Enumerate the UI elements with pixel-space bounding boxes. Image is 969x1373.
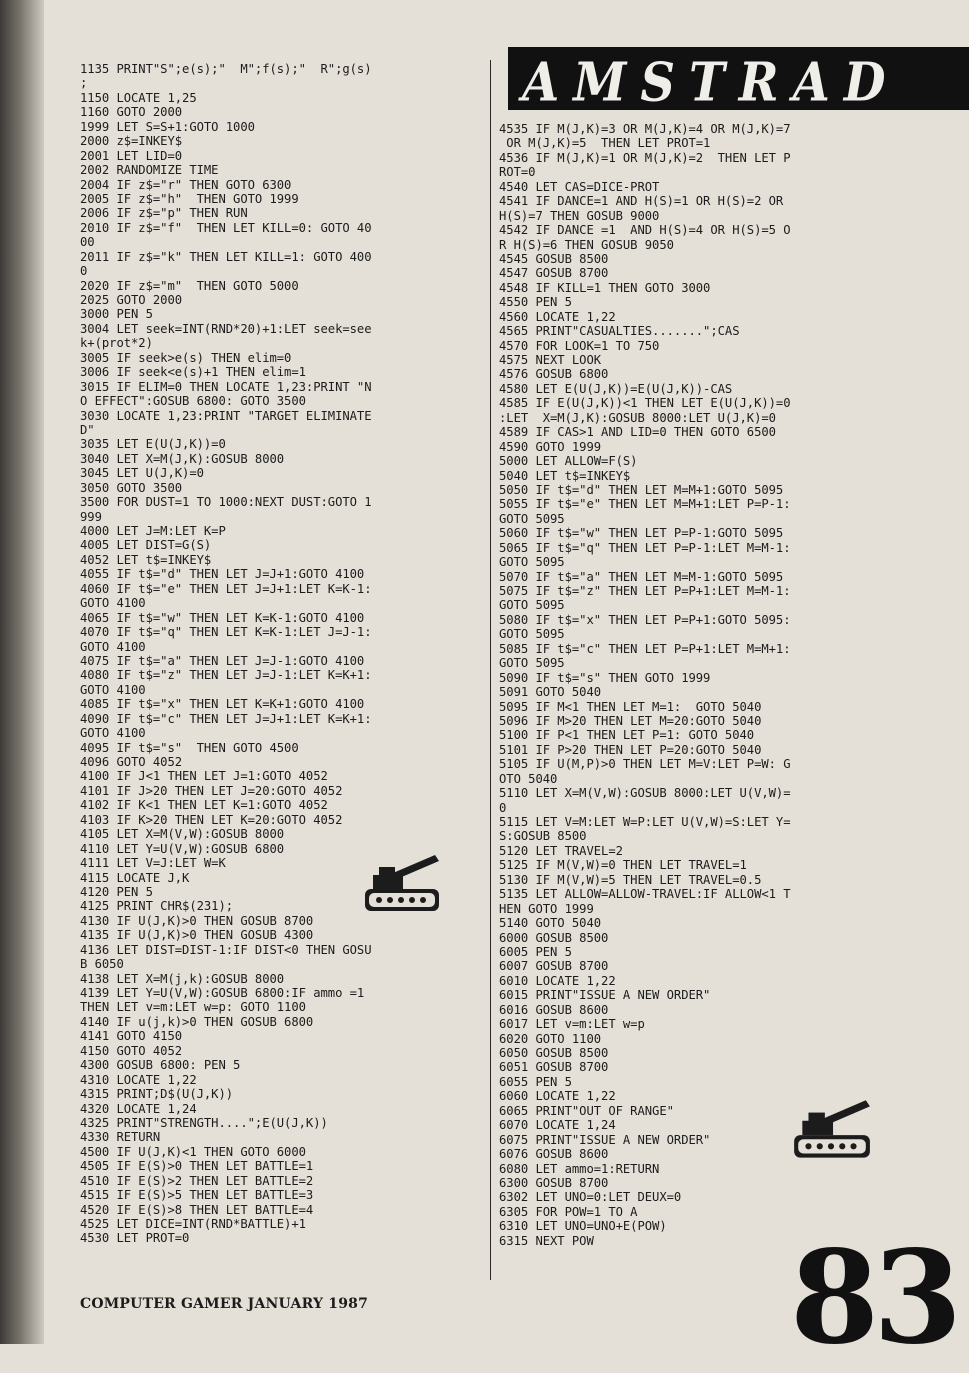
code-line: 5050 IF t$="d" THEN LET M=M+1:GOTO 5095 <box>499 482 784 497</box>
code-line: 4085 IF t$="x" THEN LET K=K+1:GOTO 4100 <box>80 697 365 712</box>
code-line: 4580 LET E(U(J,K))=E(U(J,K))-CAS <box>499 381 733 396</box>
code-line: 6005 PEN 5 <box>499 944 572 959</box>
code-line: 1135 PRINT"S";e(s);" M";f(s);" R";g(s) <box>80 62 372 76</box>
page-binding-shadow <box>0 0 44 1344</box>
code-line: 5091 GOTO 5040 <box>499 685 602 700</box>
code-line: 4320 LOCATE 1,24 <box>80 1101 197 1116</box>
code-line: 5125 IF M(V,W)=0 THEN LET TRAVEL=1 <box>499 858 747 873</box>
code-line: 6010 LOCATE 1,22 <box>499 973 616 988</box>
code-line: 4589 IF CAS>1 AND LID=0 THEN GOTO 6500 <box>499 425 776 440</box>
code-line: D" <box>80 422 95 437</box>
code-line: 0 <box>499 800 507 815</box>
code-line: 2020 IF z$="m" THEN GOTO 5000 <box>80 278 299 293</box>
code-line: 4548 IF KILL=1 THEN GOTO 3000 <box>499 280 711 295</box>
code-line: 1150 LOCATE 1,25 <box>80 90 197 105</box>
code-line: 5100 IF P<1 THEN LET P=1: GOTO 5040 <box>499 728 755 743</box>
code-line: 2001 LET LID=0 <box>80 148 183 163</box>
code-line: GOTO 4100 <box>80 682 146 697</box>
code-line: 4325 PRINT"STRENGTH....";E(U(J,K)) <box>80 1115 328 1130</box>
code-line: 6017 LET v=m:LET w=p <box>499 1017 645 1032</box>
code-line: 4101 IF J>20 THEN LET J=20:GOTO 4052 <box>80 783 343 798</box>
code-line: 6302 LET UNO=0:LET DEUX=0 <box>499 1190 682 1205</box>
code-line: 4505 IF E(S)>0 THEN LET BATTLE=1 <box>80 1159 314 1174</box>
code-line: 5130 IF M(V,W)=5 THEN LET TRAVEL=0.5 <box>499 872 762 887</box>
code-line: S:GOSUB 8500 <box>499 829 587 844</box>
code-line: 999 <box>80 509 102 524</box>
code-line: O EFFECT":GOSUB 6800: GOTO 3500 <box>80 394 306 409</box>
code-line: 5040 LET t$=INKEY$ <box>499 468 631 483</box>
code-line: HEN GOTO 1999 <box>499 901 594 916</box>
code-line: 4565 PRINT"CASUALTIES.......";CAS <box>499 324 740 339</box>
code-line: 3050 GOTO 3500 <box>80 480 183 495</box>
code-line: 2011 IF z$="k" THEN LET KILL=1: GOTO 400 <box>80 249 372 264</box>
code-line: 5080 IF t$="x" THEN LET P=P+1:GOTO 5095: <box>499 612 791 627</box>
column-divider <box>490 60 491 1280</box>
listing-left-column <box>80 62 372 1246</box>
code-line: 4500 IF U(J,K)<1 THEN GOTO 6000 <box>80 1144 306 1159</box>
tank-illustration <box>788 1097 874 1165</box>
code-line: 4135 IF U(J,K)>0 THEN GOSUB 4300 <box>80 928 314 943</box>
code-line: 5140 GOTO 5040 <box>499 916 602 931</box>
code-line: 6016 GOSUB 8600 <box>499 1002 609 1017</box>
code-line: H(S)=7 THEN GOSUB 9000 <box>499 208 660 223</box>
code-line: 3030 LOCATE 1,23:PRINT "TARGET ELIMINATE <box>80 408 372 423</box>
code-line: 3006 IF seek<e(s)+1 THEN elim=1 <box>80 365 306 380</box>
code-line: 4560 LOCATE 1,22 <box>499 309 616 324</box>
code-line: GOTO 5095 <box>499 598 565 613</box>
code-line: GOTO 5095 <box>499 656 565 671</box>
code-line: 1999 LET S=S+1:GOTO 1000 <box>80 119 255 134</box>
code-line: 3004 LET seek=INT(RND*20)+1:LET seek=see <box>80 321 372 336</box>
code-line: 3045 LET U(J,K)=0 <box>80 466 204 481</box>
code-line: 4095 IF t$="s" THEN GOTO 4500 <box>80 740 299 755</box>
code-line: 3015 IF ELIM=0 THEN LOCATE 1,23:PRINT "N <box>80 379 372 394</box>
code-line: 6305 FOR POW=1 TO A <box>499 1204 638 1219</box>
code-line: 5065 IF t$="q" THEN LET P=P-1:LET M=M-1: <box>499 540 791 555</box>
code-line: 4530 LET PROT=0 <box>80 1231 190 1246</box>
code-line: 4141 GOTO 4150 <box>80 1029 183 1044</box>
code-line: GOTO 4100 <box>80 596 146 611</box>
code-line: 5055 IF t$="e" THEN LET M=M+1:LET P=P-1: <box>499 497 791 512</box>
code-line: 4120 PEN 5 <box>80 884 153 899</box>
code-line: 4510 IF E(S)>2 THEN LET BATTLE=2 <box>80 1173 314 1188</box>
code-line: 4060 IF t$="e" THEN LET J=J+1:LET K=K-1: <box>80 581 372 596</box>
code-line: 00 <box>80 235 95 250</box>
code-line: 2010 IF z$="f" THEN LET KILL=0: GOTO 40 <box>80 220 372 235</box>
code-line: 0 <box>80 264 88 279</box>
code-line: 6000 GOSUB 8500 <box>499 930 609 945</box>
section-banner <box>508 47 969 114</box>
code-line: 4585 IF E(U(J,K))<1 THEN LET E(U(J,K))=0 <box>499 396 791 411</box>
code-line: 4541 IF DANCE=1 AND H(S)=1 OR H(S)=2 OR <box>499 194 784 209</box>
code-line: 5075 IF t$="z" THEN LET P=P+1:LET M=M-1: <box>499 584 791 598</box>
code-line: 5105 IF U(M,P)>0 THEN LET M=V:LET P=W: G <box>499 757 791 772</box>
code-line: :LET X=M(J,K):GOSUB 8000:LET U(J,K)=0 <box>499 410 776 425</box>
code-line: 6076 GOSUB 8600 <box>499 1147 609 1162</box>
code-line: 4125 PRINT CHR$(231); <box>80 899 234 914</box>
code-line: 3035 LET E(U(J,K))=0 <box>80 437 226 452</box>
code-line: 4130 IF U(J,K)>0 THEN GOSUB 8700 <box>80 913 314 928</box>
code-line: 4140 IF u(j,k)>0 THEN GOSUB 6800 <box>80 1014 314 1029</box>
code-line: 2002 RANDOMIZE TIME <box>80 163 219 178</box>
listing-right-column <box>499 122 791 1248</box>
code-line: 4055 IF t$="d" THEN LET J=J+1:GOTO 4100 <box>80 567 365 582</box>
code-line: 4138 LET X=M(j,k):GOSUB 8000 <box>80 971 285 986</box>
code-line: 4535 IF M(J,K)=3 OR M(J,K)=4 OR M(J,K)=7 <box>499 122 791 136</box>
code-line: 4300 GOSUB 6800: PEN 5 <box>80 1058 241 1073</box>
code-line: GOTO 5095 <box>499 511 565 526</box>
code-line: 4139 LET Y=U(V,W):GOSUB 6800:IF ammo =1 <box>80 986 365 1000</box>
code-line: 6315 NEXT POW <box>499 1233 594 1248</box>
code-line: 4525 LET DICE=INT(RND*BATTLE)+1 <box>80 1217 306 1231</box>
code-line: 4550 PEN 5 <box>499 295 572 310</box>
code-line: 6051 GOSUB 8700 <box>499 1060 609 1075</box>
code-line: 4000 LET J=M:LET K=P <box>80 524 226 538</box>
code-line: 6007 GOSUB 8700 <box>499 959 609 974</box>
code-line: 4570 FOR LOOK=1 TO 750 <box>499 338 660 353</box>
code-line: 4105 LET X=M(V,W):GOSUB 8000 <box>80 827 285 842</box>
code-line: 5096 IF M>20 THEN LET M=20:GOTO 5040 <box>499 713 762 728</box>
code-line: 4540 LET CAS=DICE-PROT <box>499 179 660 194</box>
code-line: 4103 IF K>20 THEN LET K=20:GOTO 4052 <box>80 812 343 827</box>
code-line: OTO 5040 <box>499 771 558 786</box>
code-line: 4575 NEXT LOOK <box>499 353 602 367</box>
code-line: GOTO 4100 <box>80 726 146 741</box>
code-line: 4111 LET V=J:LET W=K <box>80 856 226 871</box>
code-line: 6300 GOSUB 8700 <box>499 1175 609 1190</box>
code-line: 5070 IF t$="a" THEN LET M=M-1:GOTO 5095 <box>499 569 784 584</box>
code-line: 4315 PRINT;D$(U(J,K)) <box>80 1087 234 1102</box>
code-line: k+(prot*2) <box>80 336 153 351</box>
code-line: 4542 IF DANCE =1 AND H(S)=4 OR H(S)=5 O <box>499 223 791 238</box>
code-line: 3040 LET X=M(J,K):GOSUB 8000 <box>80 451 285 466</box>
code-line: 3005 IF seek>e(s) THEN elim=0 <box>80 350 292 365</box>
code-line: 6070 LOCATE 1,24 <box>499 1118 616 1133</box>
code-line: 4052 LET t$=INKEY$ <box>80 552 212 567</box>
code-line: 4520 IF E(S)>8 THEN LET BATTLE=4 <box>80 1202 314 1217</box>
code-line: GOTO 5095 <box>499 627 565 642</box>
code-line: 6065 PRINT"OUT OF RANGE" <box>499 1103 674 1118</box>
code-line: 4100 IF J<1 THEN LET J=1:GOTO 4052 <box>80 769 328 784</box>
code-line: 4080 IF t$="z" THEN LET J=J-1:LET K=K+1: <box>80 668 372 683</box>
code-line: 5101 IF P>20 THEN LET P=20:GOTO 5040 <box>499 742 762 757</box>
code-line: 5000 LET ALLOW=F(S) <box>499 454 638 469</box>
code-line: 2025 GOTO 2000 <box>80 293 183 307</box>
magazine-footer: COMPUTER GAMER JANUARY 1987 <box>80 1296 369 1312</box>
code-line: 4102 IF K<1 THEN LET K=1:GOTO 4052 <box>80 798 328 813</box>
code-line: 4515 IF E(S)>5 THEN LET BATTLE=3 <box>80 1188 314 1203</box>
code-line: GOTO 4100 <box>80 639 146 654</box>
code-line: 2000 z$=INKEY$ <box>80 134 183 149</box>
code-line: B 6050 <box>80 957 124 972</box>
code-line: 4065 IF t$="w" THEN LET K=K-1:GOTO 4100 <box>80 610 365 625</box>
code-line: 4310 LOCATE 1,22 <box>80 1072 197 1087</box>
code-line: 3500 FOR DUST=1 TO 1000:NEXT DUST:GOTO 1 <box>80 495 372 510</box>
code-line: 2005 IF z$="h" THEN GOTO 1999 <box>80 191 299 206</box>
code-line: 5135 LET ALLOW=ALLOW-TRAVEL:IF ALLOW<1 T <box>499 887 791 902</box>
code-line: 6050 GOSUB 8500 <box>499 1046 609 1060</box>
code-line: 5120 LET TRAVEL=2 <box>499 843 623 858</box>
code-line: THEN LET v=m:LET w=p: GOTO 1100 <box>80 1000 306 1015</box>
code-line: 5090 IF t$="s" THEN GOTO 1999 <box>499 670 711 685</box>
code-line: 1160 GOTO 2000 <box>80 105 183 120</box>
code-line: 6015 PRINT"ISSUE A NEW ORDER" <box>499 988 711 1003</box>
code-line: 4590 GOTO 1999 <box>499 439 602 454</box>
code-line: 3000 PEN 5 <box>80 307 153 322</box>
page-number: 83 <box>790 1223 957 1373</box>
code-line: 4150 GOTO 4052 <box>80 1043 183 1058</box>
code-line: GOTO 5095 <box>499 555 565 570</box>
code-line: 5085 IF t$="c" THEN LET P=P+1:LET M=M+1: <box>499 641 791 656</box>
code-line: 6060 LOCATE 1,22 <box>499 1089 616 1104</box>
code-line: 4110 LET Y=U(V,W):GOSUB 6800 <box>80 841 285 856</box>
code-line: 4070 IF t$="q" THEN LET K=K-1:LET J=J-1: <box>80 625 372 640</box>
code-line: R H(S)=6 THEN GOSUB 9050 <box>499 237 674 252</box>
code-line: 4547 GOSUB 8700 <box>499 266 609 281</box>
code-line: 6075 PRINT"ISSUE A NEW ORDER" <box>499 1132 711 1147</box>
code-line: 5110 LET X=M(V,W):GOSUB 8000:LET U(V,W)= <box>499 786 791 801</box>
code-line: 4576 GOSUB 6800 <box>499 367 609 382</box>
code-line: 4330 RETURN <box>80 1130 161 1145</box>
code-line: OR M(J,K)=5 THEN LET PROT=1 <box>499 136 711 151</box>
code-line: 6055 PEN 5 <box>499 1074 572 1089</box>
code-line: 2006 IF z$="p" THEN RUN <box>80 206 248 221</box>
code-line: 4545 GOSUB 8500 <box>499 251 609 266</box>
code-line: 4536 IF M(J,K)=1 OR M(J,K)=2 THEN LET P <box>499 150 791 165</box>
code-line: 5095 IF M<1 THEN LET M=1: GOTO 5040 <box>499 699 762 714</box>
code-line: ; <box>80 76 88 91</box>
code-line: 4115 LOCATE J,K <box>80 870 190 885</box>
code-line: 6020 GOTO 1100 <box>499 1031 602 1046</box>
code-line: 6310 LET UNO=UNO+E(POW) <box>499 1219 667 1234</box>
code-line: 5060 IF t$="w" THEN LET P=P-1:GOTO 5095 <box>499 526 784 541</box>
banner-title: AMSTRAD <box>522 51 900 114</box>
code-line: 4090 IF t$="c" THEN LET J=J+1:LET K=K+1: <box>80 711 372 726</box>
code-line: 6080 LET ammo=1:RETURN <box>499 1161 660 1176</box>
code-line: 2004 IF z$="r" THEN GOTO 6300 <box>80 177 292 192</box>
code-line: 4096 GOTO 4052 <box>80 755 183 769</box>
code-line: 4075 IF t$="a" THEN LET J=J-1:GOTO 4100 <box>80 653 365 668</box>
code-line: 4136 LET DIST=DIST-1:IF DIST<0 THEN GOSU <box>80 942 372 957</box>
code-line: ROT=0 <box>499 165 536 180</box>
tank-illustration <box>359 853 443 917</box>
code-line: 4005 LET DIST=G(S) <box>80 538 212 553</box>
code-line: 5115 LET V=M:LET W=P:LET U(V,W)=S:LET Y= <box>499 815 791 829</box>
